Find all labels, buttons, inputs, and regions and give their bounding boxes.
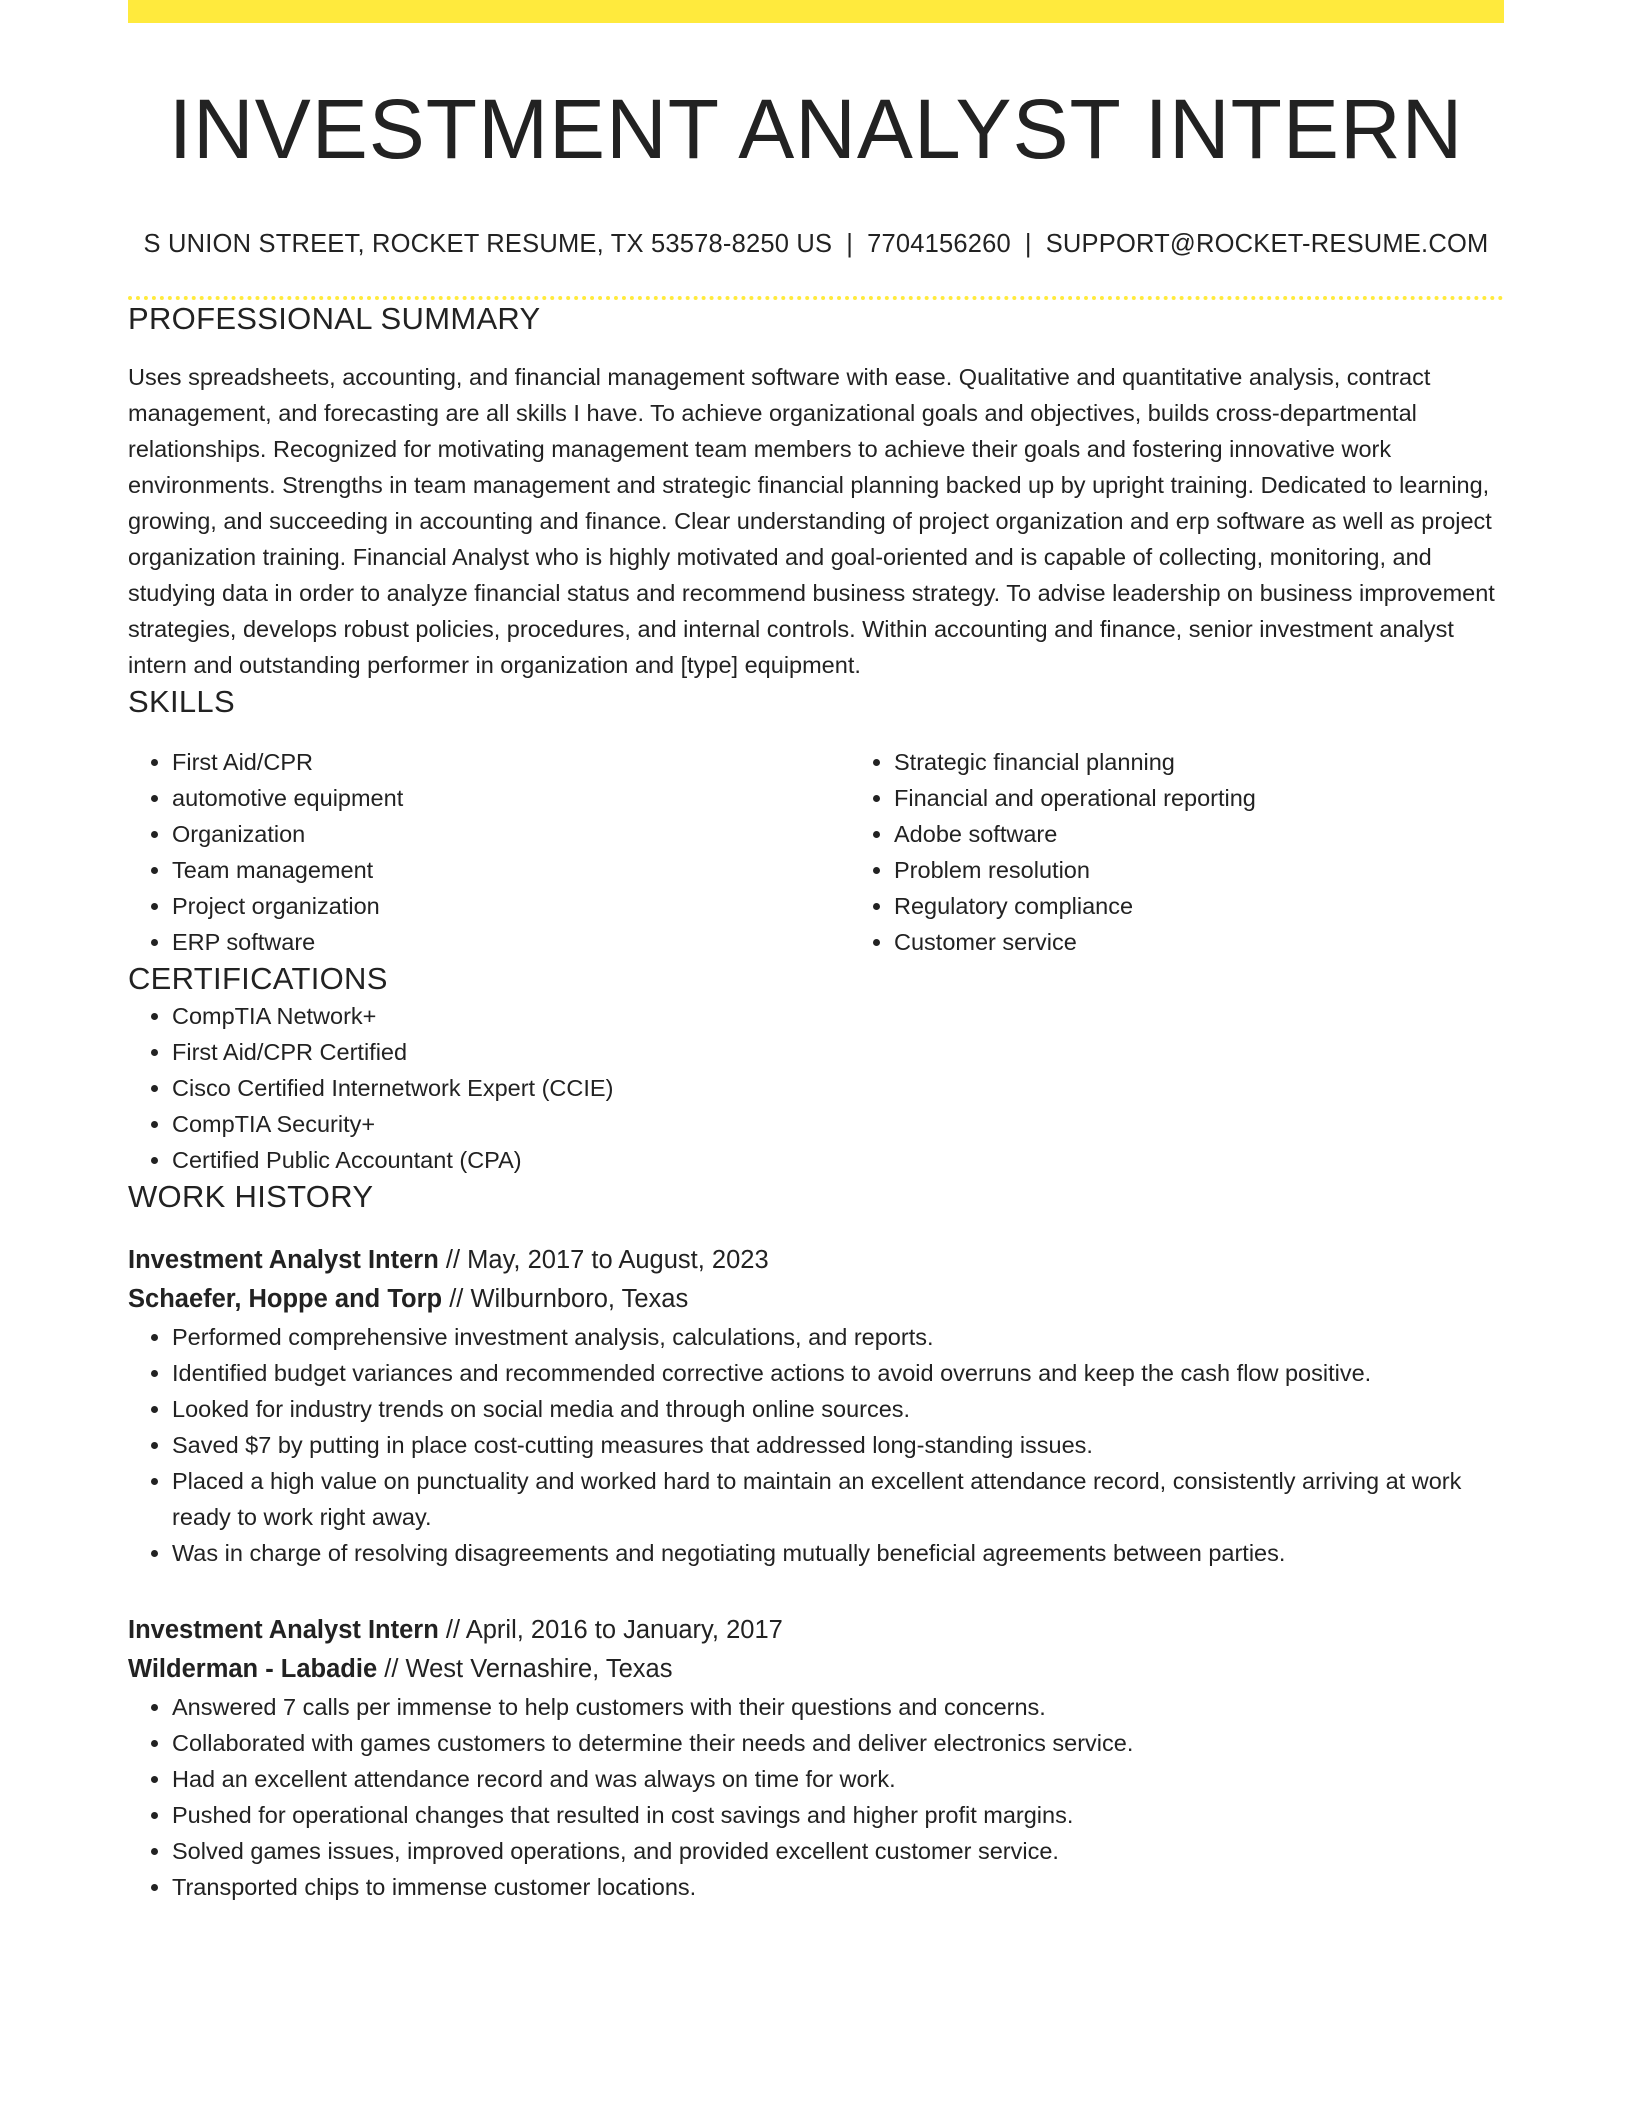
certification-item: • First Aid/CPR Certified	[172, 1034, 1504, 1070]
job-company-line	[128, 1280, 1504, 1319]
job-duty: • Placed a high value on punctuality and worked hard to maintain an excellent attendance record, consistently arriving at work ready to work right away.	[172, 1463, 1504, 1535]
skill-item: • Project organization	[172, 888, 850, 924]
job-duty: • Was in charge of resolving disagreements and negotiating mutually beneficial agreements between parties.	[172, 1535, 1504, 1571]
contact-email: SUPPORT@ROCKET-RESUME.COM	[1045, 230, 1489, 259]
job-duty: • Answered 7 calls per immense to help customers with their questions and concerns.	[172, 1689, 1504, 1725]
skills-columns	[128, 744, 1504, 960]
skill-item: • Strategic financial planning	[894, 744, 1572, 780]
job-role: Investment Analyst Intern	[128, 1245, 439, 1274]
job-duty: • Solved games issues, improved operations, and provided excellent customer service.	[172, 1833, 1504, 1869]
job-location: // West Vernashire, Texas	[384, 1654, 673, 1683]
summary-text: Uses spreadsheets, accounting, and financial management software with ease. Qualitative and quantitative analysis, contract management, and forecasting are all skills I have. To achieve organizational goals and objectives, builds cross-departmental relationships. Recognized for motivating management team members to achieve their goals and fostering innovative work environments. Strengths in team management and strategic financial planning backed up by upright training. Dedicated to learning, growing, and succeeding in accounting and finance. Clear understanding of project organization and erp software as well as project organization training. Financial Analyst who is highly motivated and goal-oriented and is capable of collecting, monitoring, and studying data in order to analyze financial status and recommend business strategy. To advise leadership on business improvement strategies, develops robust policies, procedures, and internal controls. Within accounting and finance, senior investment analyst intern and outstanding performer in organization and [type] equipment.	[128, 364, 1495, 679]
skill-item: • Customer service	[894, 924, 1572, 960]
job-entry	[128, 1241, 1504, 1571]
skills-list-left	[128, 744, 850, 960]
certification-item: • Certified Public Accountant (CPA)	[172, 1142, 1504, 1178]
contact-line	[128, 229, 1504, 260]
skill-item: • Financial and operational reporting	[894, 780, 1572, 816]
certification-item: • CompTIA Security+	[172, 1106, 1504, 1142]
job-duty: • Performed comprehensive investment analysis, calculations, and reports.	[172, 1319, 1504, 1355]
summary-heading: PROFESSIONAL SUMMARY	[128, 300, 541, 336]
skill-item: • First Aid/CPR	[172, 744, 850, 780]
job-duty: • Collaborated with games customers to determine their needs and deliver electronics service.	[172, 1725, 1504, 1761]
job-company-line	[128, 1650, 1504, 1689]
resume-page	[128, 0, 1504, 1905]
job-duties-list	[128, 1319, 1504, 1571]
certification-item: • CompTIA Network+	[172, 998, 1504, 1034]
skill-item: • Adobe software	[894, 816, 1572, 852]
top-accent-bar	[128, 0, 1504, 23]
job-location: // Wilburnboro, Texas	[449, 1284, 689, 1313]
job-entry	[128, 1611, 1504, 1905]
job-title-line	[128, 1611, 1504, 1650]
job-duty: • Saved $7 by putting in place cost-cutting measures that addressed long-standing issues.	[172, 1427, 1504, 1463]
work-history-heading: WORK HISTORY	[128, 1178, 374, 1214]
skill-item: • Team management	[172, 852, 850, 888]
contact-separator: |	[1024, 230, 1032, 259]
certification-item: • Cisco Certified Internetwork Expert (CCIE)	[172, 1070, 1504, 1106]
page-title: INVESTMENT ANALYST INTERN	[168, 82, 1464, 176]
skill-item: • Problem resolution	[894, 852, 1572, 888]
job-role: Investment Analyst Intern	[128, 1615, 439, 1644]
job-company: Wilderman - Labadie	[128, 1654, 378, 1683]
skill-item: • automotive equipment	[172, 780, 850, 816]
job-dates: // May, 2017 to August, 2023	[445, 1245, 769, 1274]
skill-item: • Regulatory compliance	[894, 888, 1572, 924]
certifications-heading: CERTIFICATIONS	[128, 961, 388, 997]
job-title-line	[128, 1241, 1504, 1280]
contact-separator: |	[846, 230, 854, 259]
skill-item: • ERP software	[172, 924, 850, 960]
job-dates: // April, 2016 to January, 2017	[445, 1615, 783, 1644]
job-duty: • Pushed for operational changes that resulted in cost savings and higher profit margins.	[172, 1797, 1504, 1833]
job-duty: • Identified budget variances and recommended corrective actions to avoid overruns and keep the cash flow positive.	[172, 1355, 1504, 1391]
certifications-list	[128, 998, 1504, 1178]
job-duty: • Looked for industry trends on social media and through online sources.	[172, 1391, 1504, 1427]
job-duties-list	[128, 1689, 1504, 1905]
job-duty: • Transported chips to immense customer locations.	[172, 1869, 1504, 1905]
job-company: Schaefer, Hoppe and Torp	[128, 1284, 443, 1313]
skill-item: • Organization	[172, 816, 850, 852]
skills-heading: SKILLS	[128, 684, 235, 720]
skills-list-right	[850, 744, 1572, 960]
contact-address: S UNION STREET, ROCKET RESUME, TX 53578-8250 US	[143, 230, 833, 259]
contact-phone: 7704156260	[867, 230, 1011, 259]
job-duty: • Had an excellent attendance record and was always on time for work.	[172, 1761, 1504, 1797]
